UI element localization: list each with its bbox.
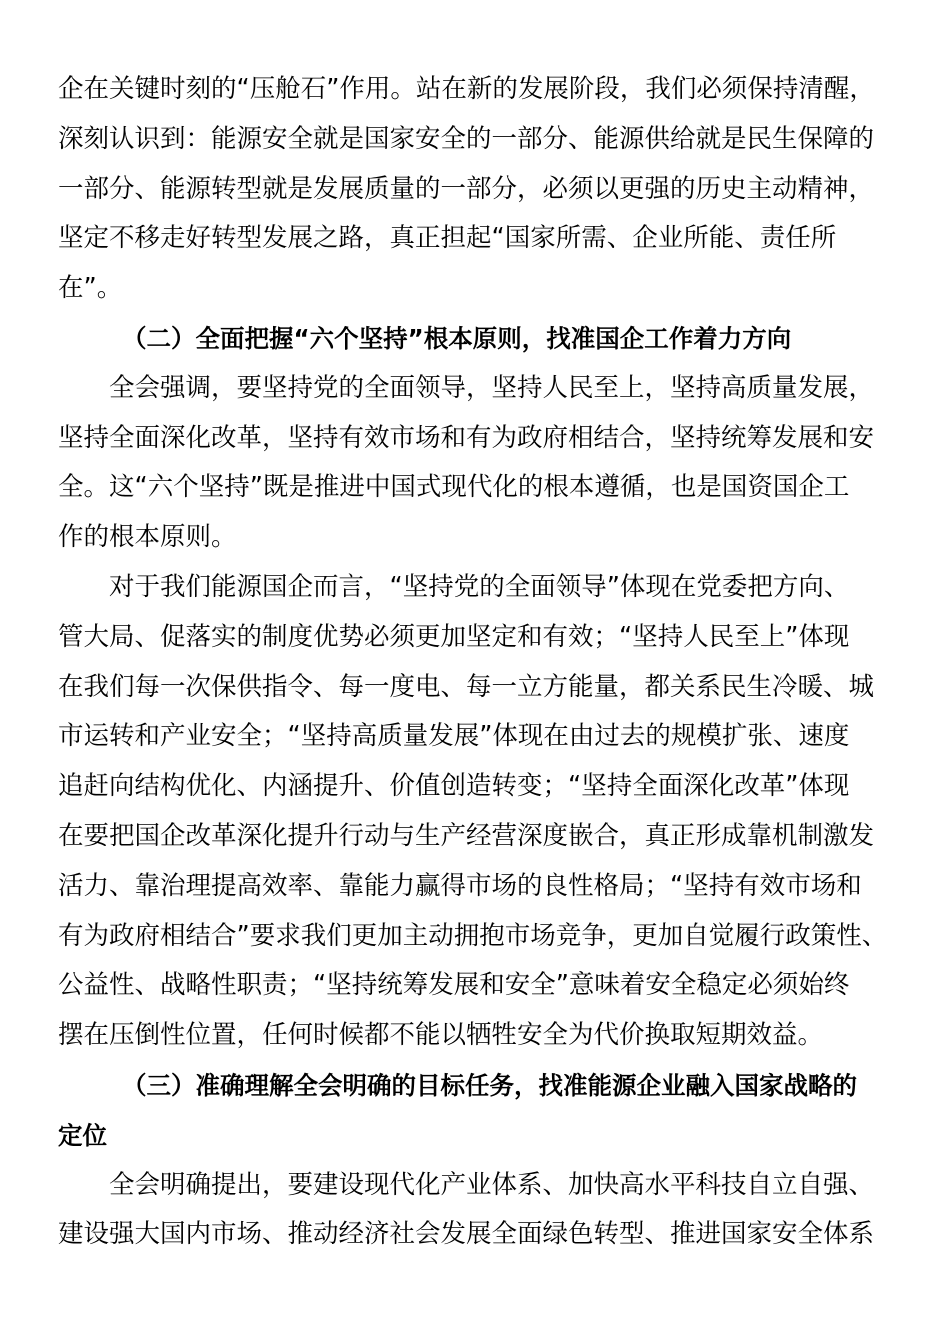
text-line: 一部分、能源转型就是发展质量的一部分，必须以更强的历史主动精神， (58, 173, 875, 204)
text-line: 全会强调，要坚持党的全面领导，坚持人民至上，坚持高质量发展， (109, 372, 875, 403)
text-line: 追赶向结构优化、内涵提升、价值创造转变；“坚持全面深化改革”体现 (58, 771, 850, 802)
document-page (58, 65, 898, 1260)
text-line: 坚持全面深化改革，坚持有效市场和有为政府相结合，坚持统筹发展和安 (58, 422, 875, 453)
text-line: 企在关键时刻的“压舱石”作用。站在新的发展阶段，我们必须保持清醒， (58, 74, 875, 104)
text-line: 摆在压倒性位置，任何时候都不能以牺牲安全为代价换取短期效益。 (58, 1020, 824, 1051)
section-heading-3 (58, 1061, 898, 1161)
text-line: 全。这“六个坚持”既是推进中国式现代化的根本遵循，也是国资国企工 (58, 472, 850, 503)
paragraph-continuation (58, 65, 898, 314)
heading-line: 定位 (58, 1120, 107, 1150)
text-line: 坚定不移走好转型发展之路，真正担起“国家所需、企业所能、责任所 (58, 223, 837, 254)
text-line: 有为政府相结合”要求我们更加主动拥抱市场竞争，更加自觉履行政策性、 (58, 920, 888, 951)
text-line: 在我们每一次保供指令、每一度电、每一立方能量，都关系民生冷暖、城 (58, 671, 875, 702)
text-line: 深刻认识到：能源安全就是国家安全的一部分、能源供给就是民生保障的 (58, 123, 875, 154)
text-line: 建设强大国内市场、推动经济社会发展全面绿色转型、推进国家安全体系 (58, 1219, 875, 1250)
heading-line: （二）全面把握“六个坚持”根本原则，找准国企工作着力方向 (122, 323, 792, 353)
text-line: 公益性、战略性职责；“坚持统筹发展和安全”意味着安全稳定必须始终 (58, 970, 850, 1001)
paragraph-six-principles (58, 364, 898, 563)
text-line: 作的根本原则。 (58, 522, 237, 553)
text-line: 在”。 (58, 273, 123, 304)
text-line: 管大局、促落实的制度优势必须更加坚定和有效；“坚持人民至上”体现 (58, 621, 850, 652)
paragraph-goals-tasks (58, 1161, 898, 1261)
text-line: 在要把国企改革深化提升行动与生产经营深度嵌合，真正形成靠机制激发 (58, 820, 875, 851)
text-line: 市运转和产业安全；“坚持高质量发展”体现在由过去的规模扩张、速度 (58, 721, 850, 752)
heading-line: （三）准确理解全会明确的目标任务，找准能源企业融入国家战略的 (122, 1070, 857, 1100)
text-line: 全会明确提出，要建设现代化产业体系、加快高水平科技自立自强、 (109, 1169, 875, 1200)
text-line: 活力、靠治理提高效率、靠能力赢得市场的良性格局；“坚持有效市场和 (58, 870, 862, 901)
section-heading-2 (58, 314, 898, 364)
text-line: 对于我们能源国企而言，“坚持党的全面领导”体现在党委把方向、 (109, 571, 850, 602)
paragraph-energy-soe (58, 563, 898, 1061)
